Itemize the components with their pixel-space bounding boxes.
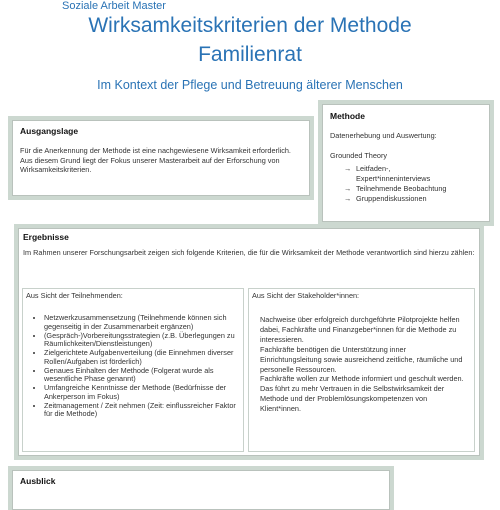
stakeholder-column [248, 288, 475, 452]
list-item: • (Gespräch-)Vorbereitungsstrategien (z.B. Überlegungen zu Räumlichkeiten/Dienstleistungen) [44, 332, 240, 349]
ausgangslage-section [12, 120, 310, 196]
teilnehmende-list [26, 314, 240, 419]
list-item: • Netzwerkzusammensetzung (Teilnehmende können sich gegenseitig in der Zusammenarbeit ergänzen) [44, 314, 240, 331]
methode-item-label: Leitfaden-, Expert*inneninterviews [356, 164, 431, 184]
arrow-right-icon: → [344, 164, 352, 174]
list-item: • Zielgerichtete Aufgabenverteilung (die Einnehmen diverser Rollen/Aufgaben ist förderlich) [44, 349, 240, 366]
ergebnisse-title: Ergebnisse [23, 232, 69, 242]
header-label: Soziale Arbeit Master [62, 0, 166, 12]
stakeholder-paragraph: Nachweise über erfolgreich durchgeführte Pilotprojekte helfen dabei, Fachkräfte und Finanzgeber*innen für die Methode zu interessieren. [260, 315, 460, 344]
methode-list-item [344, 164, 482, 184]
ausblick-title: Ausblick [20, 476, 56, 486]
stakeholder-paragraph: Fachkräfte benötigen die Unterstützung inner Einrichtungsleitung sowie ausreichend zeitliche, räumliche und personelle Ressourcen. [260, 344, 463, 374]
ausgangslage-title: Ausgangslage [20, 126, 79, 136]
methode-line-2: Grounded Theory [330, 150, 388, 160]
methode-item-label: Teilnehmende Beobachtung [356, 184, 447, 194]
list-item: • Umfangreiche Kenntnisse der Methode (Bedürfnisse der Ankerperson im Fokus) [44, 384, 240, 401]
poster-title-line-1: Wirksamkeitskriterien der Methode [88, 14, 412, 37]
methode-list-item [344, 184, 482, 194]
list-item: • Zeitmanagement / Zeit nehmen (Zeit: einflussreicher Faktor für die Methode) [44, 402, 240, 419]
methode-line-1: Datenerhebung und Auswertung: [330, 131, 437, 140]
stakeholder-text [260, 315, 465, 414]
methode-list-item [344, 194, 482, 204]
poster-subtitle: Im Kontext der Pflege und Betreuung älterer Menschen [97, 78, 403, 92]
list-item: • Genaues Einhalten der Methode (Folgerat wurde als wesentliche Phase genannt) [44, 367, 240, 384]
methode-title: Methode [330, 111, 365, 121]
stakeholder-paragraph: Fachkräfte wollen zur Methode informiert und geschult werden. Das führt zu mehr Vertrauen in die Selbstwirksamkeit der Methode und der Problemlösungskompetenzen von Klient*innen. [260, 374, 464, 414]
teilnehmende-heading: Aus Sicht der Teilnehmenden: [26, 291, 123, 300]
stakeholder-heading: Aus Sicht der Stakeholder*innen: [252, 291, 360, 300]
ergebnisse-section [18, 228, 480, 456]
teilnehmende-column [22, 288, 244, 452]
arrow-right-icon: → [344, 194, 352, 204]
methode-list [344, 164, 482, 204]
methode-item-label: Gruppendiskussionen [356, 194, 427, 204]
ausgangslage-text: Für die Anerkennung der Methode ist eine nachgewiesene Wirksamkeit erforderlich. Aus diesem Grund liegt der Fokus unserer Masterarbeit auf der Erforschung von Wirksamkeitskriterien. [20, 146, 291, 175]
ausblick-section [12, 470, 390, 510]
arrow-right-icon: → [344, 184, 352, 194]
poster-title-line-2: Familienrat [198, 43, 302, 66]
methode-section [322, 104, 490, 222]
ergebnisse-intro: Im Rahmen unserer Forschungsarbeit zeigen sich folgende Kriterien, die für die Wirksamkeit der Methode verantwortlich sind hierzu zählen: [23, 248, 475, 257]
